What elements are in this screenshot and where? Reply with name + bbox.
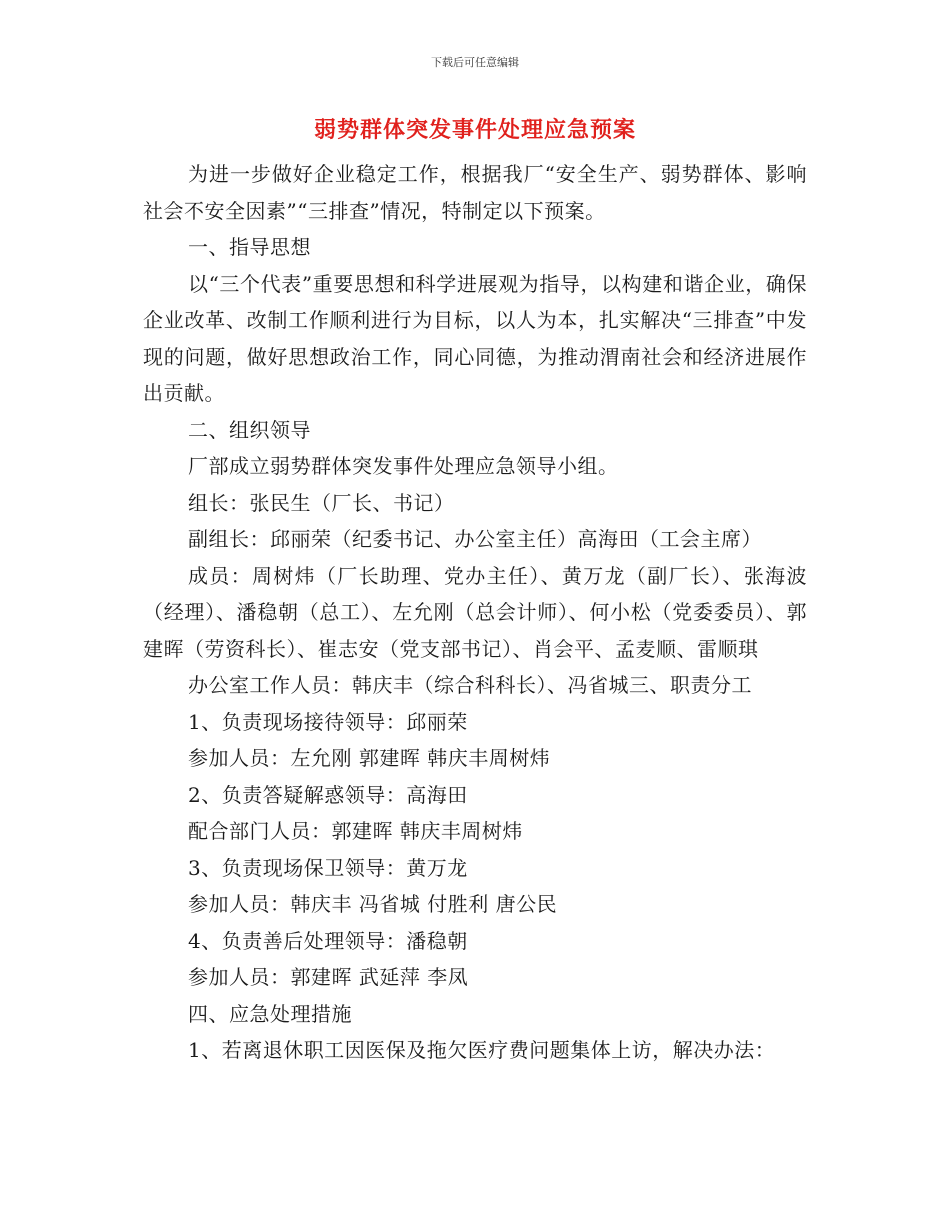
section-heading-guiding-ideology: 一、指导思想: [188, 235, 311, 259]
paragraph-intro: 为进一步做好企业稳定工作，根据我厂“安全生产、弱势群体、影响社会不安全因素”“三排查”情况，特制定以下预案。: [143, 162, 807, 223]
list-item-qa-leader: 2、负责答疑解惑领导：高海田: [188, 782, 468, 807]
list-item-reception-participants: 参加人员：左允刚 郭建晖 韩庆丰周树炜: [188, 746, 551, 770]
list-item-security-leader: 3、负责现场保卫领导：黄万龙: [188, 855, 468, 880]
paragraph-group-leader: 组长：张民生（厂长、书记）: [188, 490, 455, 515]
document-body: [143, 156, 807, 1069]
paragraph-office-staff: 办公室工作人员：韩庆丰（综合科科长）、冯省城三、职责分工: [188, 673, 752, 697]
page-header: 下载后可任意编辑: [431, 56, 519, 69]
section-heading-emergency-measures: 四、应急处理措施: [188, 1001, 352, 1026]
paragraph-deputy-leader: 副组长：邱丽荣（纪委书记、办公室主任）高海田（工会主席）: [188, 527, 762, 551]
list-item-reception-leader: 1、负责现场接待领导：邱丽荣: [188, 709, 468, 734]
list-item-aftermath-participants: 参加人员：郭建晖 武延萍 李凤: [188, 965, 469, 989]
section-heading-organization: 二、组织领导: [188, 417, 311, 442]
paragraph-measure-1: 1、若离退休职工因医保及拖欠医疗费问题集体上访，解决办法：: [188, 1038, 776, 1062]
document-title: 弱势群体突发事件处理应急预案: [313, 118, 636, 143]
paragraph-members: 成员：周树炜（厂长助理、党办主任）、黄万龙（副厂长）、张海波（经理）、潘稳朝（总工）、左允刚（总会计师）、何小松（党委委员）、郭建晖（劳资科长）、崔志安（党支部书记）、肖会平、孟麦顺、雷顺琪: [143, 563, 807, 661]
paragraph-guiding-ideology: 以“三个代表”重要思想和科学进展观为指导，以构建和谐企业，确保企业改革、改制工作顺利进行为目标，以人为本，扎实解决“三排查”中发现的问题，做好思想政治工作，同心同德，为推动渭南社会和经济进展作出贡献。: [143, 271, 807, 405]
list-item-security-participants: 参加人员：韩庆丰 冯省城 付胜利 唐公民: [188, 892, 558, 916]
paragraph-leading-group: 厂部成立弱势群体突发事件处理应急领导小组。: [188, 454, 619, 478]
list-item-aftermath-leader: 4、负责善后处理领导：潘稳朝: [188, 928, 468, 953]
list-item-qa-participants: 配合部门人员：郭建晖 韩庆丰周树炜: [188, 819, 523, 843]
